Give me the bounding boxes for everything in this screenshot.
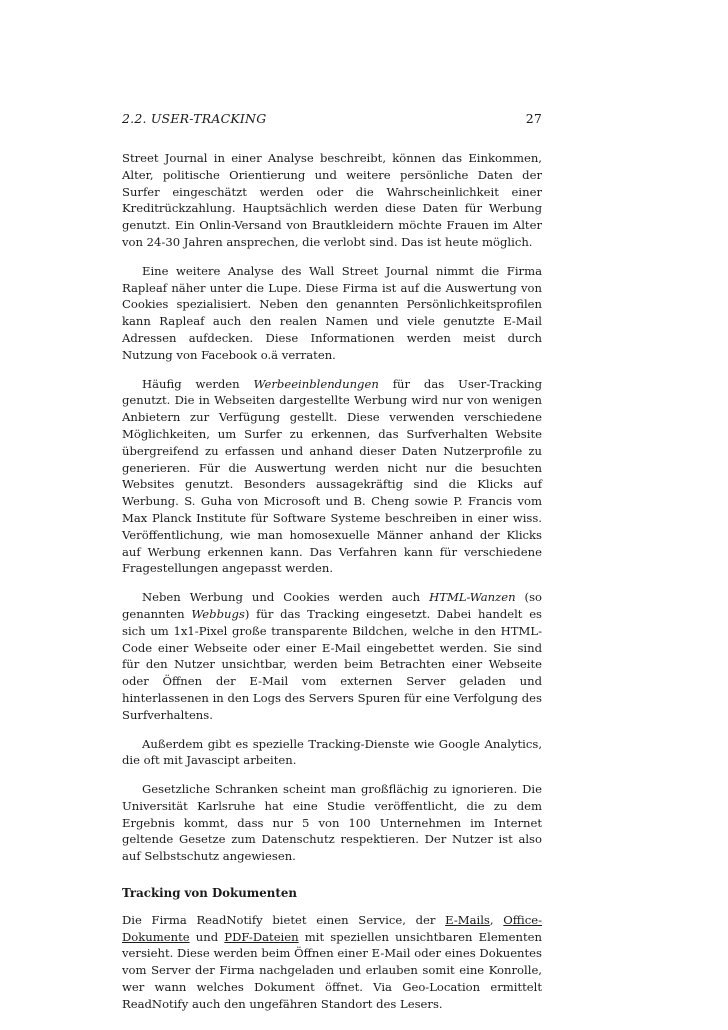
paragraph-4-mid: (so genannten bbox=[122, 590, 542, 621]
paragraph-7-start: Die Firma ReadNotify bietet einen Service, der bbox=[122, 912, 446, 927]
separator-2: und bbox=[189, 929, 225, 944]
term-werbeeinblendungen: Werbeeinblendungen bbox=[253, 376, 379, 391]
paragraph-2: Eine weitere Analyse des Wall Street Journal nimmt die Firma Rapleaf näher unter die Lupe. Diese Firma ist auf die Auswertung von Cookies spezialisiert. Neben den genannten Persönlichkeitsprofilen kann Rapleaf auch den realen Namen und viele genutzte E-Mail Adressen aufdecken. Diese Informationen werden meist durch Nutzung von Facebook o.ä verraten. bbox=[122, 263, 542, 362]
term-webbugs: Webbugs bbox=[191, 606, 245, 621]
paragraph-7-rest: mit speziellen unsichtbaren Elementen versieht. Diese werden beim Öffnen einer E-Mail oder eines Dokuentes vom Server der Firma nachgeladen und erlauben somit eine Konrolle, wer wann welches Dokument öffnet. Via Geo-Location ermittelt ReadNotify auch den ungefähren Standort des Lesers. bbox=[122, 929, 542, 1011]
paragraph-3 bbox=[122, 376, 542, 578]
paragraph-3-rest: für das User-Tracking genutzt. Die in Webseiten dargestellte Werbung wird nur von wenigen Anbietern zur Verfügung gestellt. Diese verwenden verschiedene Möglichkeiten, um Surfer zu erkennen, das Surfverhalten Website übergreifend zu erfassen und anhand dieser Daten Nutzerprofile zu generieren. Für die Auswertung werden nicht nur die besuchten Websites genutzt. Besonders aussagekräftig sind die Klicks auf Werbung. S. Guha von Microsoft und B. Cheng sowie P. Francis vom Max Planck Institute für Software Systeme beschreiben in einer wiss. Veröffentlichung, wie man homosexuelle Männer anhand der Klicks auf Werbung erkennen kann. Das Verfahren kann für verschiedene Fragestellungen angepasst werden. bbox=[122, 376, 543, 576]
separator-1: , bbox=[489, 912, 504, 927]
paragraph-7 bbox=[122, 912, 542, 1013]
paragraph-3-start: Häufig werden bbox=[142, 376, 254, 391]
paragraph-4 bbox=[122, 589, 542, 723]
paragraph-1: Street Journal in einer Analyse beschreibt, können das Einkommen, Alter, politische Orientierung und weitere persönliche Daten der Surfer eingeschätzt werden oder die Wahrscheinlichkeit einer Kreditrückzahlung. Hauptsächlich werden diese Daten für Werbung genutzt. Ein Onlin-Versand von Brautkleidern möchte Frauen im Alter von 24-30 Jahren ansprechen, die verlobt sind. Das ist heute möglich. bbox=[122, 151, 542, 249]
term-html-wanzen: HTML-Wanzen bbox=[429, 590, 516, 605]
page-number: 27 bbox=[525, 111, 542, 126]
running-header bbox=[122, 111, 542, 126]
link-office-dokumente[interactable]: Office-Dokumente bbox=[122, 912, 542, 944]
body-text bbox=[122, 150, 542, 1025]
link-pdf-dateien[interactable]: PDF-Dateien bbox=[224, 929, 299, 944]
paragraph-4-rest: ) für das Tracking eingesetzt. Dabei handelt es sich um 1x1-Pixel große transparente Bildchen, welche in den HTML-Code einer Webseite oder einer E-Mail eingebettet werden. Sie sind für den Nutzer unsichtbar, werden beim Betrachten einer Webseite oder Öffnen der E-Mail vom externen Server geladen und hinterlassenen in den Logs des Servers Spuren für eine Verfolgung des Surfverhaltens. bbox=[122, 606, 542, 722]
section-title: 2.2. USER-TRACKING bbox=[122, 111, 267, 126]
link-e-mails[interactable]: E-Mails bbox=[445, 912, 490, 927]
paragraph-4-start: Neben Werbung und Cookies werden auch bbox=[142, 590, 430, 605]
section-heading: Tracking von Dokumenten bbox=[122, 886, 297, 901]
paragraph-5: Außerdem gibt es spezielle Tracking-Dienste wie Google Analytics, die oft mit Javascipt arbeiten. bbox=[122, 736, 542, 768]
paragraph-6: Gesetzliche Schranken scheint man großflächig zu ignorieren. Die Universität Karlsruhe hat eine Studie veröffentlicht, die zu dem Ergebnis kommt, dass nur 5 von 100 Unternehmen im Internet geltende Gesetze zum Datenschutz respektieren. Der Nutzer ist also auf Selbstschutz angewiesen. bbox=[122, 782, 542, 864]
